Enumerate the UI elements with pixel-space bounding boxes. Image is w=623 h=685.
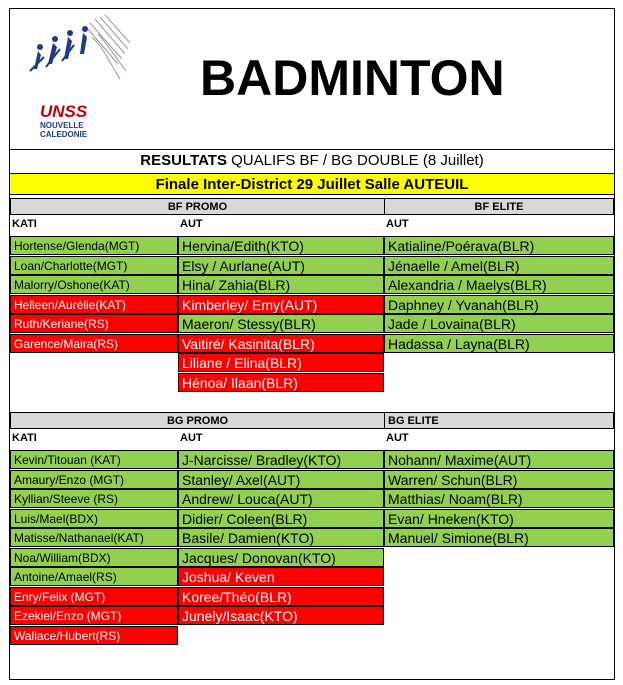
- bf-promo-aut-label: AUT: [180, 218, 203, 230]
- pair-cell: Didier/ Coleen(BLR): [178, 509, 384, 528]
- unss-logo: [10, 9, 140, 149]
- pair-cell: Jénaelle / Amel(BLR): [384, 256, 614, 275]
- bg-promo-aut-label: AUT: [180, 432, 203, 444]
- pair-cell: Manuel/ Simione(BLR): [384, 528, 614, 547]
- pair-cell: Loan/Charlotte(MGT): [10, 256, 178, 275]
- pair-cell: Noa/William(BDX): [10, 548, 178, 567]
- pair-cell: Daphney / Yvanah(BLR): [384, 295, 614, 314]
- bf-promo-kati-label: KATI: [12, 218, 37, 230]
- pair-cell: Hina/ Zahia(BLR): [178, 275, 384, 294]
- pair-cell: Ezekiel/Enzo (MGT): [10, 606, 178, 625]
- pair-cell: Kevin/Titouan (KAT): [10, 450, 178, 469]
- finale-banner: Finale Inter-District 29 Juillet Salle AUTEUIL: [10, 173, 614, 195]
- bf-promo-header: BF PROMO: [10, 198, 385, 215]
- pair-cell: Evan/ Hneken(KTO): [384, 509, 614, 528]
- pair-cell: Nohann/ Maxime(AUT): [384, 450, 614, 469]
- pair-cell: Basile/ Damien(KTO): [178, 528, 384, 547]
- pair-cell: J-Narcisse/ Bradley(KTO): [178, 450, 384, 469]
- pair-cell: Koree/Théo(BLR): [178, 587, 384, 606]
- pair-cell: Joshua/ Keven: [178, 567, 384, 586]
- logo-line3: CALEDONIE: [40, 130, 88, 139]
- pair-cell: Matthias/ Noam(BLR): [384, 489, 614, 508]
- subtitle: [10, 150, 614, 172]
- pair-cell: Jade / Lovaina(BLR): [384, 314, 614, 333]
- pair-cell: Luis/Mael(BDX): [10, 509, 178, 528]
- pair-cell: Alexandria / Maelys(BLR): [384, 275, 614, 294]
- pair-cell: Andrew/ Louca(AUT): [178, 489, 384, 508]
- page-title: BADMINTON: [200, 50, 505, 106]
- pair-cell: Helleen/Aurélie(KAT): [10, 295, 178, 314]
- pair-cell: Garence/Maira(RS): [10, 334, 178, 353]
- pair-cell: Maeron/ Stessy(BLR): [178, 314, 384, 333]
- pair-cell: Hervina/Edith(KTO): [178, 236, 384, 255]
- pair-cell: Antoine/Amael(RS): [10, 567, 178, 586]
- badminton-players-icon: [10, 9, 140, 109]
- bg-elite-aut-label: AUT: [386, 432, 409, 444]
- pair-cell: Jacques/ Donovan(KTO): [178, 548, 384, 567]
- pair-cell: Amaury/Enzo (MGT): [10, 470, 178, 489]
- pair-cell: Hénoa/ Ilaan(BLR): [178, 373, 384, 392]
- pair-cell: Liliane / Elina(BLR): [178, 353, 384, 372]
- bg-promo-header: BG PROMO: [10, 412, 385, 429]
- pair-cell: Wallace/Hubert(RS): [10, 626, 178, 645]
- pair-cell: Enry/Felix (MGT): [10, 587, 178, 606]
- bf-elite-header: BF ELITE: [384, 198, 614, 215]
- pair-cell: Katialine/Poérava(BLR): [384, 236, 614, 255]
- pair-cell: Warren/ Schun(BLR): [384, 470, 614, 489]
- pair-cell: Elsy / Aurlane(AUT): [178, 256, 384, 275]
- pair-cell: Hortense/Glenda(MGT): [10, 236, 178, 255]
- pair-cell: Kyllian/Steeve (RS): [10, 489, 178, 508]
- pair-cell: Vaitiré/ Kasinita(BLR): [178, 334, 384, 353]
- pair-cell: Ruth/Keriane(RS): [10, 314, 178, 333]
- pair-cell: Malorry/Oshone(KAT): [10, 275, 178, 294]
- logo-line2: NOUVELLE: [40, 121, 84, 130]
- bf-elite-aut-label: AUT: [386, 218, 409, 230]
- subtitle-rest: QUALIFS BF / BG DOUBLE (8 Juillet): [226, 152, 484, 169]
- pair-cell: Kimberley/ Emy(AUT): [178, 295, 384, 314]
- logo-unss: UNSS: [40, 102, 88, 121]
- bg-promo-kati-label: KATI: [12, 432, 37, 444]
- pair-cell: Hadassa / Layna(BLR): [384, 334, 614, 353]
- pair-cell: Junely/Isaac(KTO): [178, 606, 384, 625]
- pair-cell: Stanley/ Axel(AUT): [178, 470, 384, 489]
- pair-cell: Matisse/Nathanael(KAT): [10, 528, 178, 547]
- bg-elite-header: BG ELITE: [384, 412, 614, 429]
- subtitle-bold: RESULTATS: [140, 152, 227, 169]
